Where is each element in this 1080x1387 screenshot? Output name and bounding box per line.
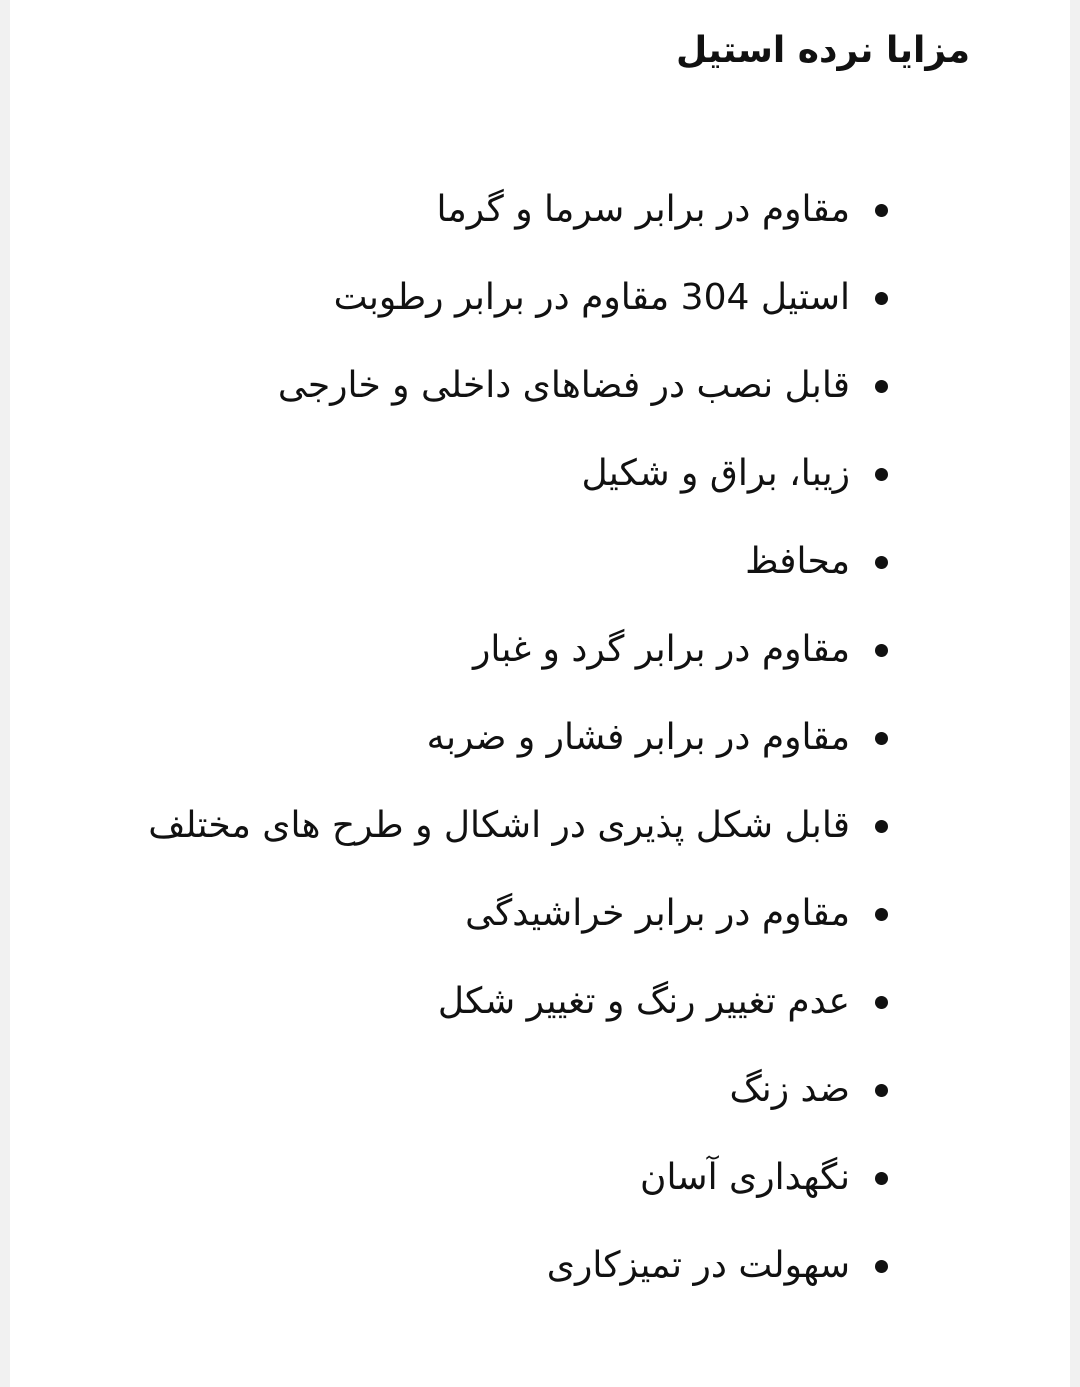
list-item-text: قابل شکل پذیری در اشکال و طرح های مختلف <box>148 805 850 846</box>
bullet-icon <box>875 820 888 833</box>
list-item <box>70 782 970 870</box>
list-item <box>70 694 970 782</box>
bullet-icon <box>875 204 888 217</box>
list-item-text: مقاوم در برابر فشار و ضربه <box>426 717 850 758</box>
bullet-icon <box>875 732 888 745</box>
article-content <box>70 0 970 1310</box>
bullet-icon <box>875 556 888 569</box>
bullet-icon <box>875 1084 888 1097</box>
list-item <box>70 254 970 342</box>
section-heading: مزایا نرده استیل <box>675 30 970 71</box>
list-item-text: استیل 304 مقاوم در برابر رطوبت <box>333 277 850 318</box>
list-item <box>70 166 970 254</box>
list-item <box>70 430 970 518</box>
list-item-text: مقاوم در برابر خراشیدگی <box>465 893 850 934</box>
bullet-icon <box>875 292 888 305</box>
list-item <box>70 1222 970 1310</box>
list-item-text: عدم تغییر رنگ و تغییر شکل <box>437 981 850 1022</box>
list-item-text: ضد زنگ <box>729 1069 850 1110</box>
bullet-icon <box>875 908 888 921</box>
list-item-text: نگهداری آسان <box>640 1157 850 1198</box>
bullet-icon <box>875 380 888 393</box>
article-page <box>10 0 1070 1387</box>
list-item-text: محافظ <box>745 541 850 582</box>
list-item-text: قابل نصب در فضاهای داخلی و خارجی <box>277 365 850 406</box>
list-item <box>70 518 970 606</box>
list-item-text: مقاوم در برابر گرد و غبار <box>473 629 850 670</box>
list-item-text: زیبا، براق و شکیل <box>581 453 850 494</box>
bullet-icon <box>875 644 888 657</box>
advantages-list <box>70 166 970 1310</box>
bullet-icon <box>875 996 888 1009</box>
list-item <box>70 606 970 694</box>
list-item <box>70 342 970 430</box>
list-item <box>70 1134 970 1222</box>
bullet-icon <box>875 1260 888 1273</box>
list-item-text: مقاوم در برابر سرما و گرما <box>436 189 850 230</box>
list-item <box>70 870 970 958</box>
bullet-icon <box>875 468 888 481</box>
bullet-icon <box>875 1172 888 1185</box>
list-item-text: سهولت در تمیزکاری <box>546 1245 850 1286</box>
list-item <box>70 1046 970 1134</box>
list-item <box>70 958 970 1046</box>
